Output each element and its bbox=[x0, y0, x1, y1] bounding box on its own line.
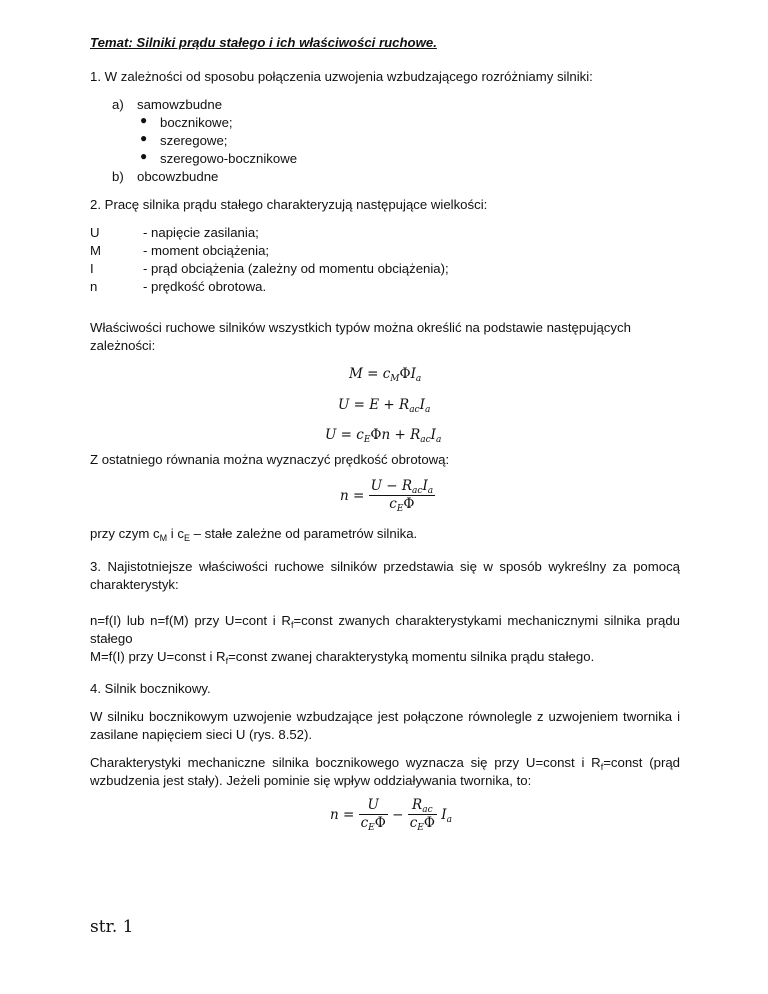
characteristic-mechanical: n=f(I) lub n=f(M) przy U=cont i $R_f=const$ zwanych charakterystykami mechanicznymi silnika prądu stałego bbox=[90, 613, 680, 646]
list-item-bullet: bocznikowe; bbox=[160, 115, 233, 130]
symbol-description: - napięcie zasilania; bbox=[143, 225, 259, 240]
equation-speed: n = $\frac{U - R_{ac}I_a}{c_E\Phi}$ bbox=[340, 478, 434, 514]
equation-voltage-speed: $U = c_E\Phi n + R_{ac}I_a$ bbox=[325, 427, 442, 445]
bullet-icon: ● bbox=[140, 131, 148, 145]
list-item-a: samowzbudne bbox=[137, 97, 223, 112]
intro-paragraph: Właściwości ruchowe silników wszystkich typów można określić na podstawie następujących zależności: bbox=[90, 320, 631, 353]
bullet-icon: ● bbox=[140, 113, 148, 127]
equation-voltage: $U = E + R_{ac}I_a$ bbox=[338, 397, 431, 415]
section4-paragraph-1: W silniku bocznikowym uzwojenie wzbudzające jest połączone równolegle z uzwojeniem twornika i zasilane napięciem sieci U (rys. 8.52). bbox=[90, 709, 680, 742]
section1-heading: 1. W zależności od sposobu połączenia uzwojenia wzbudzającego rozróżniamy silniki: bbox=[90, 69, 593, 84]
derivation-text: Z ostatniego równania można wyznaczyć prędkość obrotową: bbox=[90, 452, 450, 467]
document-title: Temat: Silniki prądu stałego i ich właściwości ruchowe. bbox=[90, 35, 437, 50]
page-number: str. 1 bbox=[90, 917, 134, 937]
section4-heading: 4. Silnik bocznikowy. bbox=[90, 681, 211, 696]
equation-moment: $M = c_M\Phi I_a$ bbox=[349, 366, 422, 384]
list-marker-a: a) bbox=[112, 97, 124, 112]
symbol-u: U bbox=[90, 225, 100, 240]
symbol-n: n bbox=[90, 279, 98, 294]
section4-paragraph-2: Charakterystyki mechaniczne silnika bocznikowego wyznacza się przy U=const i $R_f=const$ (prąd wzbudzenia jest stały). Jeżeli pominie się wpływ oddziaływania twornika, to: bbox=[90, 755, 681, 788]
constants-note: przy czym $c_M$ i $c_E$ – stałe zależne od parametrów silnika. bbox=[90, 526, 418, 543]
section2-heading: 2. Pracę silnika prądu stałego charakteryzują następujące wielkości: bbox=[90, 197, 488, 212]
symbol-description: - prędkość obrotowa. bbox=[143, 279, 267, 294]
bullet-icon: ● bbox=[140, 149, 148, 163]
list-item-b: obcowzbudne bbox=[137, 169, 219, 184]
characteristic-moment: M=f(I) przy U=const i $R_f=const$ zwanej charakterystyką momentu silnika prądu stałego. bbox=[90, 649, 595, 666]
symbol-description: - prąd obciążenia (zależny od momentu obciążenia); bbox=[143, 261, 449, 276]
symbol-i: I bbox=[90, 261, 94, 276]
list-marker-b: b) bbox=[112, 169, 124, 184]
list-item-bullet: szeregowe; bbox=[160, 133, 228, 148]
symbol-description: - moment obciążenia; bbox=[143, 243, 270, 258]
section3-heading: 3. Najistotniejsze właściwości ruchowe silników przedstawia się w sposób wykreślny za pomocą charakterystyk: bbox=[90, 559, 680, 592]
list-item-bullet: szeregowo-bocznikowe bbox=[160, 151, 298, 166]
symbol-m: M bbox=[90, 243, 101, 258]
equation-speed-shunt: n = $\frac{U}{c_E\Phi}$ − $\frac{R_{ac}}{c_E\Phi}$ $I_a$ bbox=[330, 797, 452, 833]
